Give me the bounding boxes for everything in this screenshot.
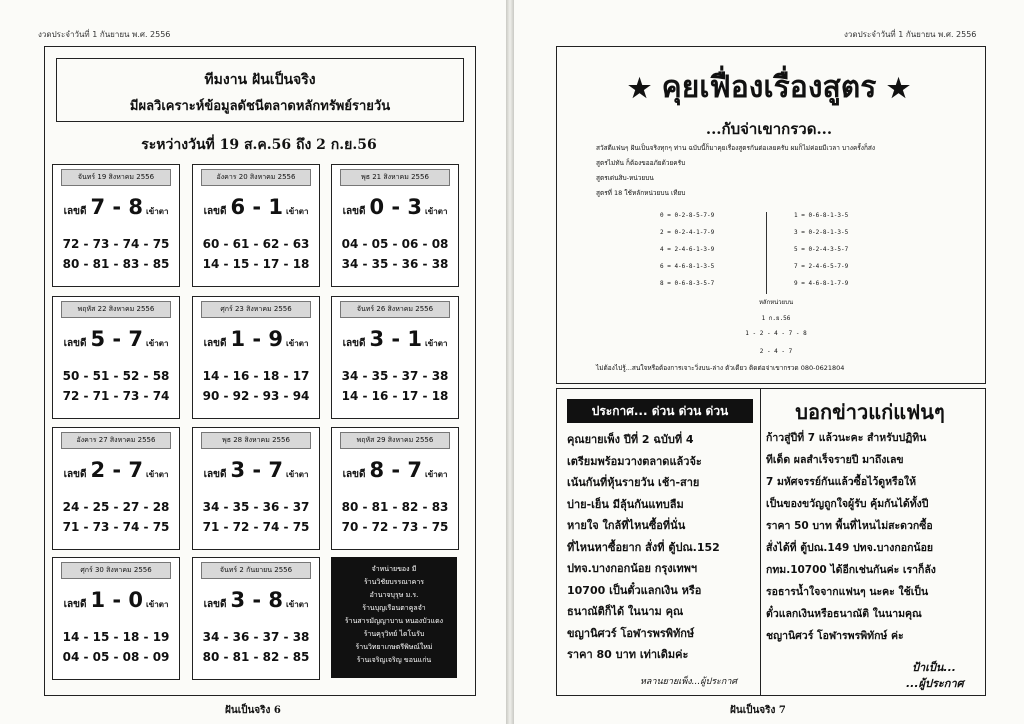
lucky-digit-a: 3 [369, 327, 385, 351]
news-line: ชญานิศวร์ โอฬารพรพิทักษ์ ค่ะ [766, 630, 904, 642]
card-date: พุธ 28 สิงหาคม 2556 [201, 432, 311, 449]
number-card [52, 427, 180, 550]
page-gutter [506, 0, 514, 724]
number-row-2: 71 - 73 - 74 - 75 [62, 520, 170, 534]
lucky-pair [332, 195, 458, 219]
left-page-footer: ฝันเป็นจริง 6 [225, 705, 281, 716]
card-date: อังคาร 27 สิงหาคม 2556 [61, 432, 171, 449]
number-card [192, 427, 320, 550]
lucky-label: เลขดี [63, 338, 87, 349]
right-page-header: งวดประจำวันที่ 1 กันยายน พ.ศ. 2556 [844, 30, 977, 39]
title-box [56, 58, 464, 122]
news-line: เป็นของขวัญถูกใจผู้รับ คุ้มกันได้ทั้งปี [766, 498, 929, 510]
lucky-suffix: เข้าตา [146, 600, 169, 609]
lucky-digit-b: 7 [128, 458, 144, 482]
right-page-footer: ฝันเป็นจริง 7 [730, 705, 786, 716]
lucky-digit-a: 1 [90, 588, 106, 612]
lucky-pair [332, 458, 458, 482]
lucky-pair [53, 458, 179, 482]
shop-item: ร้านบุญเรือนตาคูลจำ [362, 604, 426, 612]
lucky-label: เลขดี [203, 338, 227, 349]
lucky-suffix: เข้าตา [286, 207, 309, 216]
lucky-digit-a: 1 [230, 327, 246, 351]
formula-right: 1 = 0-6-8-1-3-5 [794, 212, 849, 219]
announce-line: ปทจ.บางกอกน้อย กรุงเทพฯ [567, 562, 698, 575]
number-row-1: 24 - 25 - 27 - 28 [62, 500, 170, 514]
number-row-2: 90 - 92 - 93 - 94 [202, 389, 310, 403]
lucky-label: เลขดี [63, 599, 87, 610]
left-page-header: งวดประจำวันที่ 1 กันยายน พ.ศ. 2556 [38, 30, 171, 39]
lucky-label: เลขดี [342, 338, 366, 349]
announce-sign: หลานยายเพ็ง...ผู้ประกาศ [640, 677, 738, 687]
shop-item: ร้านคุรุวิทย์ ไดโนรับ [363, 630, 425, 638]
digit-separator: - [384, 195, 408, 219]
card-date: ศุกร์ 30 สิงหาคม 2556 [61, 562, 171, 579]
shop-item: อำนาจบุรุษ ม.ร. [369, 591, 419, 599]
title-line-1: ทีมงาน ฝันเป็นจริง [204, 72, 316, 88]
number-row-1: 60 - 61 - 62 - 63 [202, 237, 310, 251]
number-row-1: 04 - 05 - 06 - 08 [341, 237, 449, 251]
lucky-digit-b: 7 [268, 458, 284, 482]
intro-line: สูตรที่ 18 ใช้หลักหน่วยบน เทียบ [596, 189, 686, 197]
number-card [52, 296, 180, 419]
card-date: อังคาร 20 สิงหาคม 2556 [201, 169, 311, 186]
lucky-digit-a: 6 [230, 195, 246, 219]
lucky-suffix: เข้าตา [286, 339, 309, 348]
lucky-digit-b: 1 [268, 195, 284, 219]
lucky-suffix: เข้าตา [146, 470, 169, 479]
digit-separator: - [384, 458, 408, 482]
card-date: พุธ 21 สิงหาคม 2556 [340, 169, 450, 186]
card-date: พฤหัส 29 สิงหาคม 2556 [340, 432, 450, 449]
formula-right: 9 = 4-6-8-1-7-9 [794, 280, 849, 287]
star-icon: ★ [627, 74, 652, 104]
lucky-label: เลขดี [342, 469, 366, 480]
date-range: ระหว่างวันที่ 19 ส.ค.56 ถึง 2 ก.ย.56 [141, 137, 377, 153]
news-line: ทีเด็ด ผลสำเร็จรายปี มาถึงเลข [766, 454, 904, 466]
number-row-1: 34 - 36 - 37 - 38 [202, 630, 310, 644]
lucky-digit-b: 3 [407, 195, 423, 219]
card-date: ศุกร์ 23 สิงหาคม 2556 [201, 301, 311, 318]
formula-right: 7 = 2-4-6-5-7-9 [794, 263, 849, 270]
example-row-2: 2 - 4 - 7 [759, 348, 793, 355]
number-row-1: 34 - 35 - 37 - 38 [341, 369, 449, 383]
news-line: ก้าวสู่ปีที่ 7 แล้วนะคะ สำหรับปฏิทิน [766, 432, 927, 444]
number-row-2: 71 - 72 - 74 - 75 [202, 520, 310, 534]
lucky-digit-a: 8 [369, 458, 385, 482]
card-date: จันทร์ 2 กันยายน 2556 [201, 562, 311, 579]
news-sign-1: ป้าเป็น... [912, 661, 956, 674]
formula-title [560, 60, 978, 116]
shop-item: ร้านวิชัยบรรณาคาร [363, 578, 425, 586]
announce-line: 10700 เป็นตั๋วแลกเงิน หรือ [567, 583, 702, 597]
lucky-label: เลขดี [342, 206, 366, 217]
lucky-label: เลขดี [203, 599, 227, 610]
lucky-pair [332, 327, 458, 351]
announce-line: คุณยายเพ็ง ปีที่ 2 ฉบับที่ 4 [567, 433, 694, 446]
number-row-1: 80 - 81 - 82 - 83 [341, 500, 449, 514]
number-row-1: 14 - 15 - 18 - 19 [62, 630, 170, 644]
lucky-label: เลขดี [203, 206, 227, 217]
number-card [192, 296, 320, 419]
digit-separator: - [245, 195, 269, 219]
formula-left: 0 = 0-2-8-5-7-9 [660, 212, 715, 219]
digit-separator: - [105, 195, 129, 219]
announce-line: ขญานิศวร์ โอฬารพรพิทักษ์ [567, 626, 695, 640]
formula-title-text: คุยเฟื่องเรื่องสูตร [661, 70, 877, 105]
card-date: จันทร์ 19 สิงหาคม 2556 [61, 169, 171, 186]
star-icon: ★ [886, 74, 911, 104]
number-card [192, 557, 320, 680]
lucky-digit-a: 7 [90, 195, 106, 219]
number-card [52, 557, 180, 680]
lucky-suffix: เข้าตา [286, 470, 309, 479]
number-row-1: 34 - 35 - 36 - 37 [202, 500, 310, 514]
news-line: กทม.10700 ได้อีกเช่นกันค่ะ เราก็ลัง [766, 564, 936, 576]
card-date: จันทร์ 26 สิงหาคม 2556 [340, 301, 450, 318]
number-card [331, 296, 459, 419]
news-line: 7 มหัศจรรย์กันแล้วซื้อไว้ดูหรือให้ [766, 476, 917, 488]
formula-right: 5 = 0-2-4-3-5-7 [794, 246, 849, 253]
formula-left: 2 = 0-2-4-1-7-9 [660, 229, 715, 236]
shop-item: ร้านสารมัญญาบาน หนองบัวแดง [344, 617, 444, 625]
number-row-2: 04 - 05 - 08 - 09 [62, 650, 170, 664]
news-line: ราคา 50 บาท พื้นที่ไหนไม่สะดวกซื้อ [766, 520, 933, 532]
lucky-digit-a: 3 [230, 458, 246, 482]
lucky-digit-a: 5 [90, 327, 106, 351]
shop-item: ร้านเจริญเจริญ ขอนแก่น [356, 656, 432, 664]
lucky-digit-b: 9 [268, 327, 284, 351]
example-date: 1 ก.ย.56 [761, 315, 791, 322]
digit-separator: - [105, 458, 129, 482]
announce-line: ที่ไหนหาซื้อยาก สั่งที่ ตู้ปณ.152 [567, 540, 720, 554]
number-card [52, 164, 180, 287]
shop-item: จำหน่ายของ มี [371, 565, 417, 573]
lucky-digit-a: 0 [369, 195, 385, 219]
number-row-2: 14 - 16 - 17 - 18 [341, 389, 449, 403]
lucky-suffix: เข้าตา [146, 207, 169, 216]
number-row-2: 80 - 81 - 83 - 85 [62, 257, 170, 271]
lucky-suffix: เข้าตา [146, 339, 169, 348]
formula-left: 4 = 2-4-6-1-3-9 [660, 246, 715, 253]
lucky-digit-a: 3 [230, 588, 246, 612]
lucky-pair [193, 458, 319, 482]
announce-line: เน้นกันที่หุ้นรายวัน เช้า-สาย [567, 476, 700, 489]
intro-line: สวัสดีแฟนๆ ฝันเป็นจริงทุกๆ ท่าน ฉบับนี้ก็มาคุยเรื่องสูตรกันต่อเลยครับ ผมก็ไม่ค่อยมีเวลา บางครั้งก็ส่ง [596, 144, 876, 152]
number-card [331, 427, 459, 550]
number-row-2: 34 - 35 - 36 - 38 [341, 257, 449, 271]
formula-right: 3 = 0-2-8-1-3-5 [794, 229, 849, 236]
lucky-suffix: เข้าตา [425, 207, 448, 216]
lucky-pair [193, 327, 319, 351]
lucky-pair [193, 195, 319, 219]
intro-line: สูตรเด่นสิบ-หน่วยบน [596, 174, 654, 182]
number-row-2: 70 - 72 - 73 - 75 [341, 520, 449, 534]
lucky-pair [193, 588, 319, 612]
card-date: พฤหัส 22 สิงหาคม 2556 [61, 301, 171, 318]
lucky-pair [53, 195, 179, 219]
intro-line: สูตรไม่ทัน ก็ต้องขออภัยด้วยครับ [596, 159, 686, 167]
example-row-1: 1 - 2 - 4 - 7 - 8 [745, 330, 807, 337]
lucky-suffix: เข้าตา [425, 470, 448, 479]
formula-left: 6 = 4-6-8-1-3-5 [660, 263, 715, 270]
lucky-pair [53, 588, 179, 612]
number-row-1: 72 - 73 - 74 - 75 [62, 237, 170, 251]
lucky-label: เลขดี [63, 206, 87, 217]
announce-line: บ่าย-เย็น มีลุ้นกันแทบลืม [567, 497, 684, 511]
digit-separator: - [245, 458, 269, 482]
news-line: สั่งได้ที่ ตู้ปณ.149 ปทจ.บางกอกน้อย [766, 542, 934, 554]
digit-separator: - [245, 327, 269, 351]
announce-bar: ประกาศ... ด่วน ด่วน ด่วน [567, 399, 753, 423]
lucky-digit-b: 0 [128, 588, 144, 612]
lucky-digit-b: 7 [407, 458, 423, 482]
announce-line: หายใจ ใกล้ที่ไหนซื้อที่นั่น [567, 519, 686, 532]
number-card [192, 164, 320, 287]
lucky-suffix: เข้าตา [425, 339, 448, 348]
lucky-digit-a: 2 [90, 458, 106, 482]
lucky-digit-b: 8 [268, 588, 284, 612]
number-row-2: 72 - 71 - 73 - 74 [62, 389, 170, 403]
number-row-1: 14 - 16 - 18 - 17 [202, 369, 310, 383]
shop-item: ร้านวิทยาเกษตรีพิษณ์ใหม่ [355, 643, 433, 651]
digit-separator: - [245, 588, 269, 612]
digit-separator: - [105, 588, 129, 612]
lucky-digit-b: 7 [128, 327, 144, 351]
announce-line: ราคา 80 บาท เท่าเดิมค่ะ [567, 648, 689, 661]
formula-left: 8 = 0-6-8-3-5-7 [660, 280, 715, 287]
formula-divider [766, 212, 767, 294]
title-line-2: มีผลวิเคราะห์ข้อมูลดัชนีตลาดหลักทรัพย์รายวัน [129, 99, 391, 114]
lucky-digit-b: 8 [128, 195, 144, 219]
news-line: รอธารน้ำใจจากแฟนๆ นะคะ ใช้เป็น [766, 586, 929, 598]
announce-line: เตรียมพร้อมวางตลาดแล้วจ้ะ [567, 454, 702, 468]
number-row-2: 80 - 81 - 82 - 85 [202, 650, 310, 664]
announce-line: ธนาณัติก็ได้ ในนาม คุณ [567, 605, 684, 618]
shop-list-box [331, 557, 457, 678]
lucky-label: เลขดี [63, 469, 87, 480]
lucky-label: เลขดี [203, 469, 227, 480]
lucky-suffix: เข้าตา [286, 600, 309, 609]
formula-subtitle: ...กับจ่าเขากรวด... [705, 120, 833, 138]
digit-separator: - [384, 327, 408, 351]
lucky-pair [53, 327, 179, 351]
closing-note: ไม่ต้องไปรู้...สนใจหรือต้องการเจาะวิ่งบน-ล่าง ตัวเดียว ติดต่อจ่าเขากรวด 080-0621804 [596, 364, 845, 372]
lucky-digit-b: 1 [407, 327, 423, 351]
example-title: หลักหน่วยบน [758, 299, 794, 306]
left-page [0, 0, 506, 724]
number-row-1: 50 - 51 - 52 - 58 [62, 369, 170, 383]
news-line: ตั๋วแลกเงินหรือธนาณัติ ในนามคุณ [766, 608, 922, 620]
bottom-divider [760, 388, 761, 696]
digit-separator: - [105, 327, 129, 351]
number-card [331, 164, 459, 287]
number-row-2: 14 - 15 - 17 - 18 [202, 257, 310, 271]
news-title: บอกข่าวแก่แฟนๆ [795, 400, 945, 424]
news-sign-2: ...ผู้ประกาศ [906, 677, 964, 690]
